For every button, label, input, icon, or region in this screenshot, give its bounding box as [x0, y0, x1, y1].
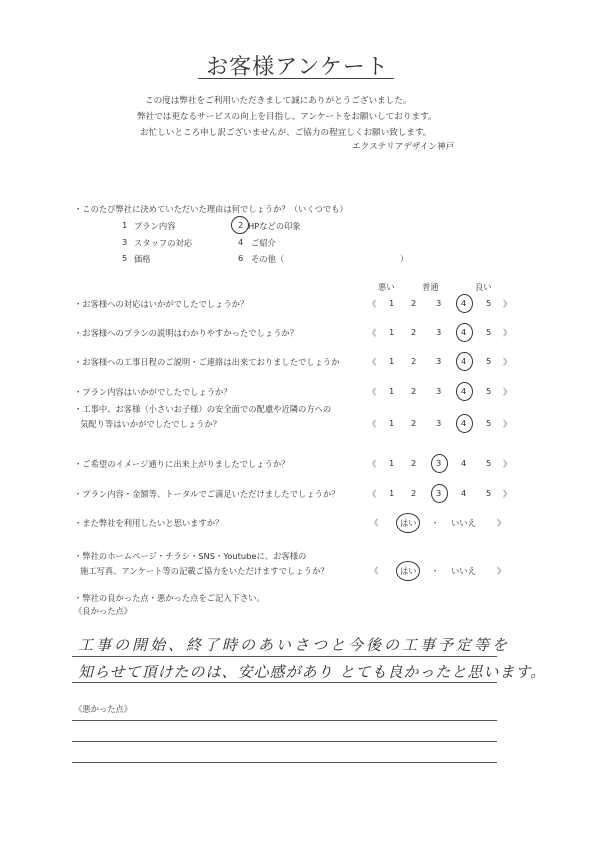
rating-question-3-text: ・お客様への工事日程のご説明・ご連絡は出来ておりましたでしょうか: [74, 357, 340, 367]
scale-header-bad: 悪い: [378, 282, 395, 292]
rating-7-selected-circle: [431, 484, 448, 503]
reason-option-5-num[interactable]: 5: [122, 253, 128, 263]
rating-question-5-text-line-2: 気配り等はいかがでしたでしょうか？: [80, 419, 222, 429]
yesno-question-2-text: ・弊社のホームページ・チラシ・SNS・Youtubeに、お客様の: [74, 551, 307, 561]
company-name: エクステリアデザイン神戸: [352, 142, 455, 152]
yesno-1-open-bracket: 《: [370, 518, 379, 528]
rating-question-4-text: ・プラン内容はいかがでしたでしょうか？: [74, 387, 232, 397]
reason-option-3-label: スタッフの対応: [134, 238, 193, 248]
rating-6-option-2[interactable]: 2: [411, 458, 417, 468]
rating-6-close-bracket: 》: [503, 459, 512, 469]
rating-question-7-text: ・プラン内容・金額等、トータルでご満足いただけましたでしょうか？: [74, 489, 340, 499]
reason-option-6-label: その他（: [251, 254, 285, 264]
rating-6-option-4[interactable]: 4: [461, 458, 467, 468]
rating-3-option-4[interactable]: 4: [461, 356, 467, 366]
intro-line-3: お忙しいところ申し訳ございませんが、ご協力の程宜しくお願い致します。: [140, 128, 432, 138]
yesno-1-yes-option[interactable]: はい: [400, 518, 417, 528]
rating-7-option-3[interactable]: 3: [436, 488, 442, 498]
yesno-1-separator: ・: [431, 518, 440, 528]
intro-line-2: 弊社では更なるサービスの向上を目指し、アンケートをお願いしております。: [137, 112, 437, 122]
rating-4-option-2[interactable]: 2: [411, 386, 417, 396]
bad-rule-1[interactable]: [72, 720, 497, 721]
rating-7-option-5[interactable]: 5: [486, 488, 492, 498]
rating-1-option-1[interactable]: 1: [389, 298, 395, 308]
title-underline: [198, 78, 394, 79]
yesno-2-yes-option[interactable]: はい: [400, 566, 417, 576]
rating-6-option-1[interactable]: 1: [389, 458, 395, 468]
yesno-2-no-option[interactable]: いいえ: [451, 566, 476, 576]
reason-other-close: ）: [400, 254, 409, 264]
rating-question-6-text: ・ご希望のイメージ通りに出来上がりましたでしょうか？: [74, 459, 290, 469]
rating-5-option-3[interactable]: 3: [436, 418, 442, 428]
scale-header-good: 良い: [475, 282, 492, 292]
bad-points-label: 《悪かった点》: [74, 704, 133, 714]
rating-3-selected-circle: [456, 352, 473, 371]
rating-5-option-4[interactable]: 4: [461, 418, 467, 428]
rating-question-5-text: ・工事中、お客様（小さいお子様）の安全面での配慮や近隣の方への: [74, 404, 332, 414]
rating-5-option-2[interactable]: 2: [411, 418, 417, 428]
reason-option-1-num[interactable]: 1: [122, 220, 128, 230]
yesno-2-open-bracket: 《: [370, 566, 379, 576]
rating-4-option-3[interactable]: 3: [436, 386, 442, 396]
yesno-1-close-bracket: 》: [497, 518, 506, 528]
rating-1-close-bracket: 》: [503, 299, 512, 309]
rating-4-option-4[interactable]: 4: [461, 386, 467, 396]
intro-line-1: この度は弊社をご利用いただきまして誠にありがとうございました。: [145, 96, 412, 106]
rating-7-option-1[interactable]: 1: [389, 488, 395, 498]
reason-question: ・このたび弊社に決めていただいた理由は何でしょうか？（いくつでも）: [74, 204, 348, 214]
yesno-1-no-option[interactable]: いいえ: [451, 518, 476, 528]
reason-option-1-label: プラン内容: [134, 221, 176, 231]
rating-1-open-bracket: 《: [368, 299, 377, 309]
rating-3-option-2[interactable]: 2: [411, 356, 417, 366]
rating-1-option-3[interactable]: 3: [436, 298, 442, 308]
rating-4-selected-circle: [456, 382, 473, 401]
rating-1-option-5[interactable]: 5: [486, 298, 492, 308]
rating-3-option-5[interactable]: 5: [486, 356, 492, 366]
rating-5-option-5[interactable]: 5: [486, 418, 492, 428]
bad-rule-3[interactable]: [72, 762, 497, 763]
yesno-2-selected-circle: [396, 561, 420, 581]
rating-2-selected-circle: [456, 323, 473, 342]
reason-option-3-num[interactable]: 3: [122, 237, 128, 247]
bad-rule-2[interactable]: [72, 741, 497, 742]
rating-6-open-bracket: 《: [368, 459, 377, 469]
rating-4-open-bracket: 《: [368, 387, 377, 397]
reason-option-5-label: 価格: [134, 254, 151, 264]
rating-3-open-bracket: 《: [368, 357, 377, 367]
good-rule-1: [72, 656, 497, 657]
reason-option-4-num[interactable]: 4: [238, 237, 244, 247]
rating-3-option-3[interactable]: 3: [436, 356, 442, 366]
rating-5-close-bracket: 》: [503, 419, 512, 429]
rating-6-option-3[interactable]: 3: [436, 458, 442, 468]
rating-question-2-text: ・お客様へのプランの説明はわかりやすかったでしょうか？: [74, 328, 299, 338]
comments-prompt: ・弊社の良かった点・悪かった点をご記入下さい。: [74, 593, 265, 603]
rating-2-open-bracket: 《: [368, 328, 377, 338]
rating-2-close-bracket: 》: [503, 328, 512, 338]
rating-2-option-1[interactable]: 1: [389, 327, 395, 337]
yesno-2-close-bracket: 》: [497, 566, 506, 576]
rating-4-option-5[interactable]: 5: [486, 386, 492, 396]
rating-3-option-1[interactable]: 1: [389, 356, 395, 366]
yesno-question-2-text-line-2: 施工写真、アンケート等の記載ご協力をいただけますでしょうか？: [80, 566, 329, 576]
rating-2-option-5[interactable]: 5: [486, 327, 492, 337]
scale-header-normal: 普通: [422, 282, 439, 292]
good-rule-2: [72, 682, 497, 683]
rating-5-option-1[interactable]: 1: [389, 418, 395, 428]
rating-question-1-text: ・お客様への対応はいかがでしたでしょうか？: [74, 299, 249, 309]
rating-7-option-2[interactable]: 2: [411, 488, 417, 498]
rating-1-option-4[interactable]: 4: [461, 298, 467, 308]
yesno-1-selected-circle: [396, 513, 420, 533]
rating-7-close-bracket: 》: [503, 489, 512, 499]
rating-3-close-bracket: 》: [503, 357, 512, 367]
reason-option-2-num[interactable]: 2: [238, 220, 244, 230]
rating-4-option-1[interactable]: 1: [389, 386, 395, 396]
rating-4-close-bracket: 》: [503, 387, 512, 397]
rating-2-option-4[interactable]: 4: [461, 327, 467, 337]
reason-option-4-label: ご紹介: [251, 238, 276, 248]
page-title: お客様アンケート: [206, 55, 389, 80]
good-points-label: 《良かった点》: [74, 606, 133, 616]
rating-7-open-bracket: 《: [368, 489, 377, 499]
rating-7-option-4[interactable]: 4: [461, 488, 467, 498]
rating-6-option-5[interactable]: 5: [486, 458, 492, 468]
yesno-2-separator: ・: [431, 566, 440, 576]
rating-5-open-bracket: 《: [368, 419, 377, 429]
rating-2-option-3[interactable]: 3: [436, 327, 442, 337]
rating-6-selected-circle: [431, 454, 448, 473]
reason-option-6-num[interactable]: 6: [238, 253, 244, 263]
rating-1-option-2[interactable]: 2: [411, 298, 417, 308]
rating-2-option-2[interactable]: 2: [411, 327, 417, 337]
rating-5-selected-circle: [456, 414, 473, 433]
reason-selected-circle: [231, 216, 249, 234]
good-comment-line-1: 工事の開始、終了時のあいさつと今後の工事予定等を: [78, 636, 511, 654]
yesno-question-1-text: ・また弊社を利用したいと思いますか？: [74, 518, 224, 528]
reason-option-2-label: HPなどの印象: [248, 221, 301, 231]
rating-1-selected-circle: [456, 294, 473, 313]
good-comment-line-2: 知らせて頂けたのは、安心感があり とても良かったと思います。: [78, 663, 547, 681]
